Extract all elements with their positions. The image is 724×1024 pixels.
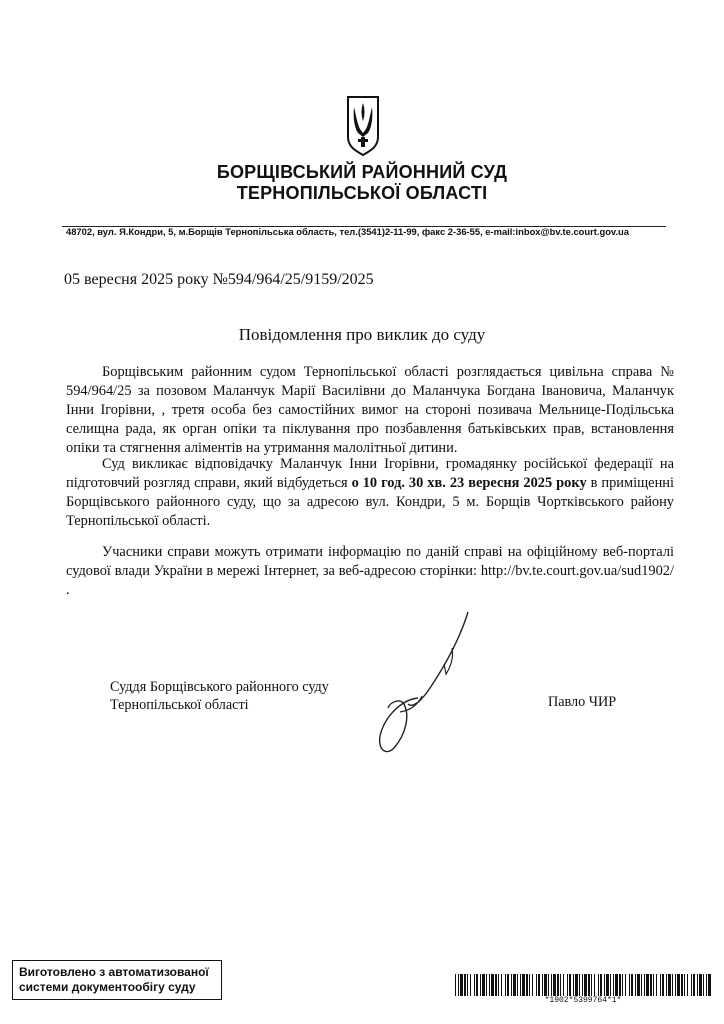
document-date-reference: 05 вересня 2025 року №594/964/25/9159/2025 (64, 271, 374, 288)
ukraine-trident-icon (346, 95, 380, 157)
paragraph-case-text: Борщівським районним судом Тернопільської області розглядається цивільна справа № 594/964/25 за позовом Маланчук Марії Василівни до Маланчука Богдана Івановича, Маланчук Інни Ігорівни, , третя особа без самостійних вимог на стороні позивача Мельнице-Подільська селищна рада, як орган опіки та піклування про позбавлення батьківських прав, встановлення опіки та стягнення аліментів на утримання малолітньої дитини. (66, 364, 674, 456)
judge-position-line1: Суддя Борщівського районного суду (110, 679, 329, 695)
paragraph-summons (66, 455, 674, 531)
court-name-line2: ТЕРНОПІЛЬСЬКОЇ ОБЛАСТІ (236, 183, 488, 203)
hearing-datetime: о 10 год. 30 хв. 23 вересня 2025 року (351, 475, 587, 491)
judge-position (110, 678, 329, 714)
info-portal-text: Учасники справи можуть отримати інформацію по даній справі на офіційному веб-порталі судової влади України в мережі Інтернет, за веб-адресою сторінки: http://bv.te.court.gov.ua/sud1902/ . (66, 544, 674, 598)
court-name-line1: БОРЩІВСЬКИЙ РАЙОННИЙ СУД (216, 162, 508, 182)
stamp-line1: Виготовлено з автоматизованої (19, 965, 209, 979)
paragraph-case-description (66, 363, 674, 458)
handwritten-signature (360, 608, 480, 768)
judge-position-line2: Тернопільської області (110, 697, 249, 713)
document-barcode (455, 974, 711, 996)
document-title: Повідомлення про виклик до суду (238, 325, 486, 344)
summons-text-end: в приміщенні Борщівського районного суду, що за адресою вул. Кондри, 5 м. Борщів Чортківського району Тернопільської області. (66, 475, 674, 529)
stamp-line2: системи документообігу суду (19, 980, 196, 994)
summons-text-start: Суд викликає відповідачку Маланчук Інни Ігорівни, громадянку російської федерації на підготовчий розгляд справи, який відбудеться (66, 456, 674, 491)
automated-system-stamp (12, 960, 222, 1000)
judge-name: Павло ЧИР (548, 694, 617, 710)
court-address: 48702, вул. Я.Кондри, 5, м.Борщів Тернопільська область, тел.(3541)2-11-99, факс 2-36-55, e-mail:inbox@bv.te.court.gov.ua (66, 226, 629, 237)
barcode-text: *1902*5399764*1* (544, 996, 622, 1005)
paragraph-info-portal (66, 543, 674, 600)
